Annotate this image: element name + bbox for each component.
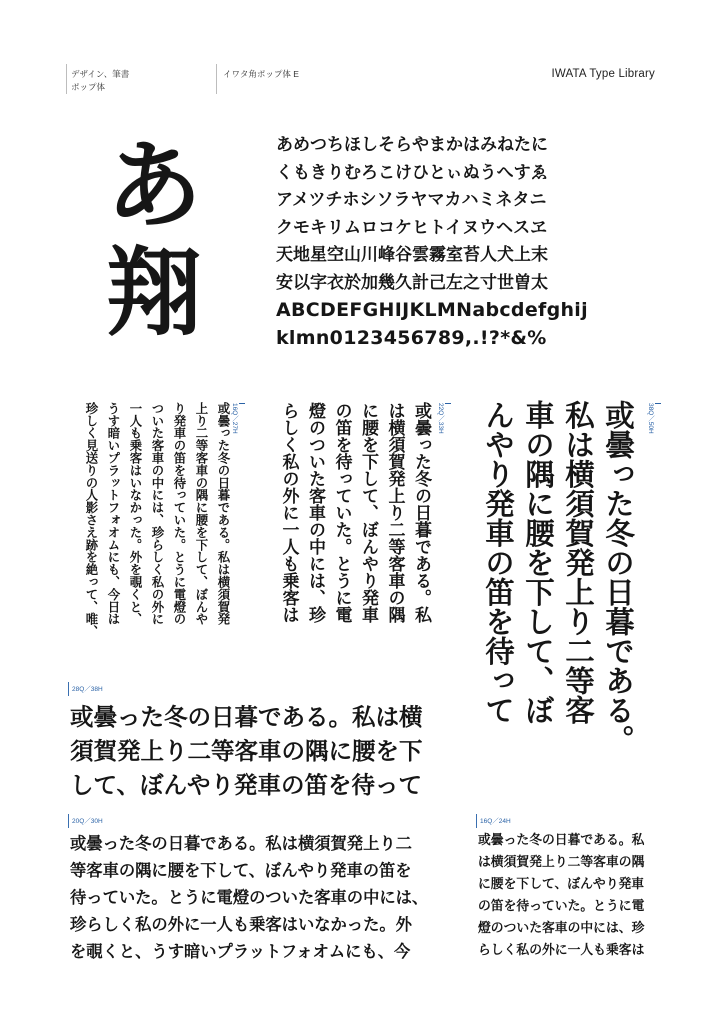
horizontal-line: らしく私の外に一人も乗客は — [478, 943, 645, 958]
vertical-line: 或曇った冬の日暮である。私 — [411, 402, 431, 623]
sample-row: くもきりむろこけひとぃぬうへすゑ — [276, 162, 548, 183]
vertical-line: 或曇った冬の日暮である。私は横須賀発 — [216, 402, 231, 626]
horizontal-line: 等客車の隅に腰を下して、ぼんやり発車の笛を — [70, 861, 412, 880]
size-label-38q50h — [646, 403, 661, 434]
sample-row: 天地星空山川峰谷雲霧室苔人犬上末 — [276, 245, 548, 265]
horizontal-line: の笛を待っていた。とうに電 — [478, 899, 645, 914]
hero-glyph-a: あ — [106, 130, 200, 242]
sample-row: クモキリムロコケヒトイヌウヘスヱ — [276, 217, 548, 238]
horizontal-line: して、ぼんやり発車の笛を待って — [70, 771, 423, 799]
vertical-line: の笛を待っていた。とうに電 — [331, 402, 352, 623]
sample-row: あめつちほしそらやまかはみねたに — [276, 135, 548, 155]
size-label-28q38h: 28Q／38H — [72, 686, 103, 693]
vertical-line: 或曇った冬の日暮である。 — [601, 400, 635, 754]
vertical-line: うす暗いプラットフォオムにも、今日は — [106, 402, 121, 626]
horizontal-line: 珍らしく私の外に一人も乗客はいなかった。外 — [70, 915, 412, 934]
vertical-line: は横須賀発上り二等客車の隅 — [384, 402, 405, 623]
sample-row-latin: klmn0123456789,.!?*&% — [276, 326, 547, 349]
horizontal-text-20q — [70, 830, 428, 965]
vertical-line: 珍しく見送りの人影さえ跡を絶って、唯、 — [84, 402, 99, 638]
sample-row-latin: ABCDEFGHIJKLMNabcdefghij — [276, 299, 588, 321]
vertical-text-38q — [478, 400, 638, 754]
horizontal-line: 或曇った冬の日暮である。私は横 — [70, 703, 423, 731]
size-label-text: 38Q／50H — [647, 403, 654, 434]
vertical-line: 車の隅に腰を下して、ぼ — [521, 400, 555, 725]
horizontal-line: は横須賀発上り二等客車の隅 — [478, 855, 645, 870]
size-label-22q33h — [436, 403, 451, 434]
horizontal-text-28q — [70, 700, 423, 802]
size-marker — [68, 814, 69, 828]
vertical-line: 燈のついた客車の中には、珍 — [305, 402, 325, 623]
sample-row: 安以字衣於加幾久計己左之寸世曽太 — [276, 272, 548, 293]
header-divider — [66, 64, 67, 94]
hero-glyph-sho: 翔 — [106, 237, 200, 349]
category-line-2: ポップ体 — [71, 82, 106, 92]
vertical-line: んやり発車の笛を待って — [481, 400, 515, 725]
vertical-line: り発車の笛を待っていた。とうに電燈の — [172, 402, 187, 626]
horizontal-line: に腰を下して、ぼんやり発車 — [478, 877, 645, 892]
vertical-text-16q — [80, 402, 234, 638]
vertical-line: ついた客車の中には、珍らしく私の外に — [150, 402, 165, 626]
size-label-text: 22Q／33H — [437, 403, 444, 434]
horizontal-text-16q — [478, 830, 644, 962]
size-marker — [476, 814, 477, 828]
library-title: IWATA Type Library — [551, 68, 655, 80]
sample-row: アメツチホシソラヤマカハミネタニ — [276, 190, 547, 210]
size-label-text: 16Q／27H — [231, 403, 238, 434]
category-line-1: デザイン、筆書 — [71, 69, 130, 79]
font-name: イワタ角ポップ体 E — [223, 69, 299, 79]
character-sample — [276, 132, 588, 352]
vertical-line: 私は横須賀発上り二等客 — [561, 400, 595, 725]
size-label-20q30h: 20Q／30H — [72, 818, 103, 825]
horizontal-line: 須賀発上り二等客車の隅に腰を下 — [70, 737, 423, 765]
horizontal-line: 或曇った冬の日暮である。私 — [478, 833, 645, 848]
vertical-line: に腰を下して、ぼんやり発車 — [358, 402, 378, 623]
horizontal-line: 燈のついた客車の中には、珍 — [478, 921, 645, 936]
category-label — [71, 68, 129, 94]
header-divider — [216, 64, 217, 94]
size-marker — [68, 682, 69, 696]
horizontal-line: 或曇った冬の日暮である。私は横須賀発上り二 — [70, 834, 412, 853]
vertical-line: らしく私の外に一人も乗客は — [278, 402, 299, 623]
vertical-line: 上り二等客車の隅に腰を下して、ぼんや — [194, 402, 209, 626]
horizontal-line: を覗くと、うす暗いプラットフォオムにも、今 — [70, 942, 411, 961]
vertical-text-22q — [275, 402, 434, 623]
horizontal-line: 待っていた。とうに電燈のついた客車の中には、 — [70, 888, 429, 907]
size-label-16q24h: 16Q／24H — [480, 818, 511, 825]
vertical-line: 一人も乗客はいなかった。外を覗くと、 — [128, 402, 143, 626]
